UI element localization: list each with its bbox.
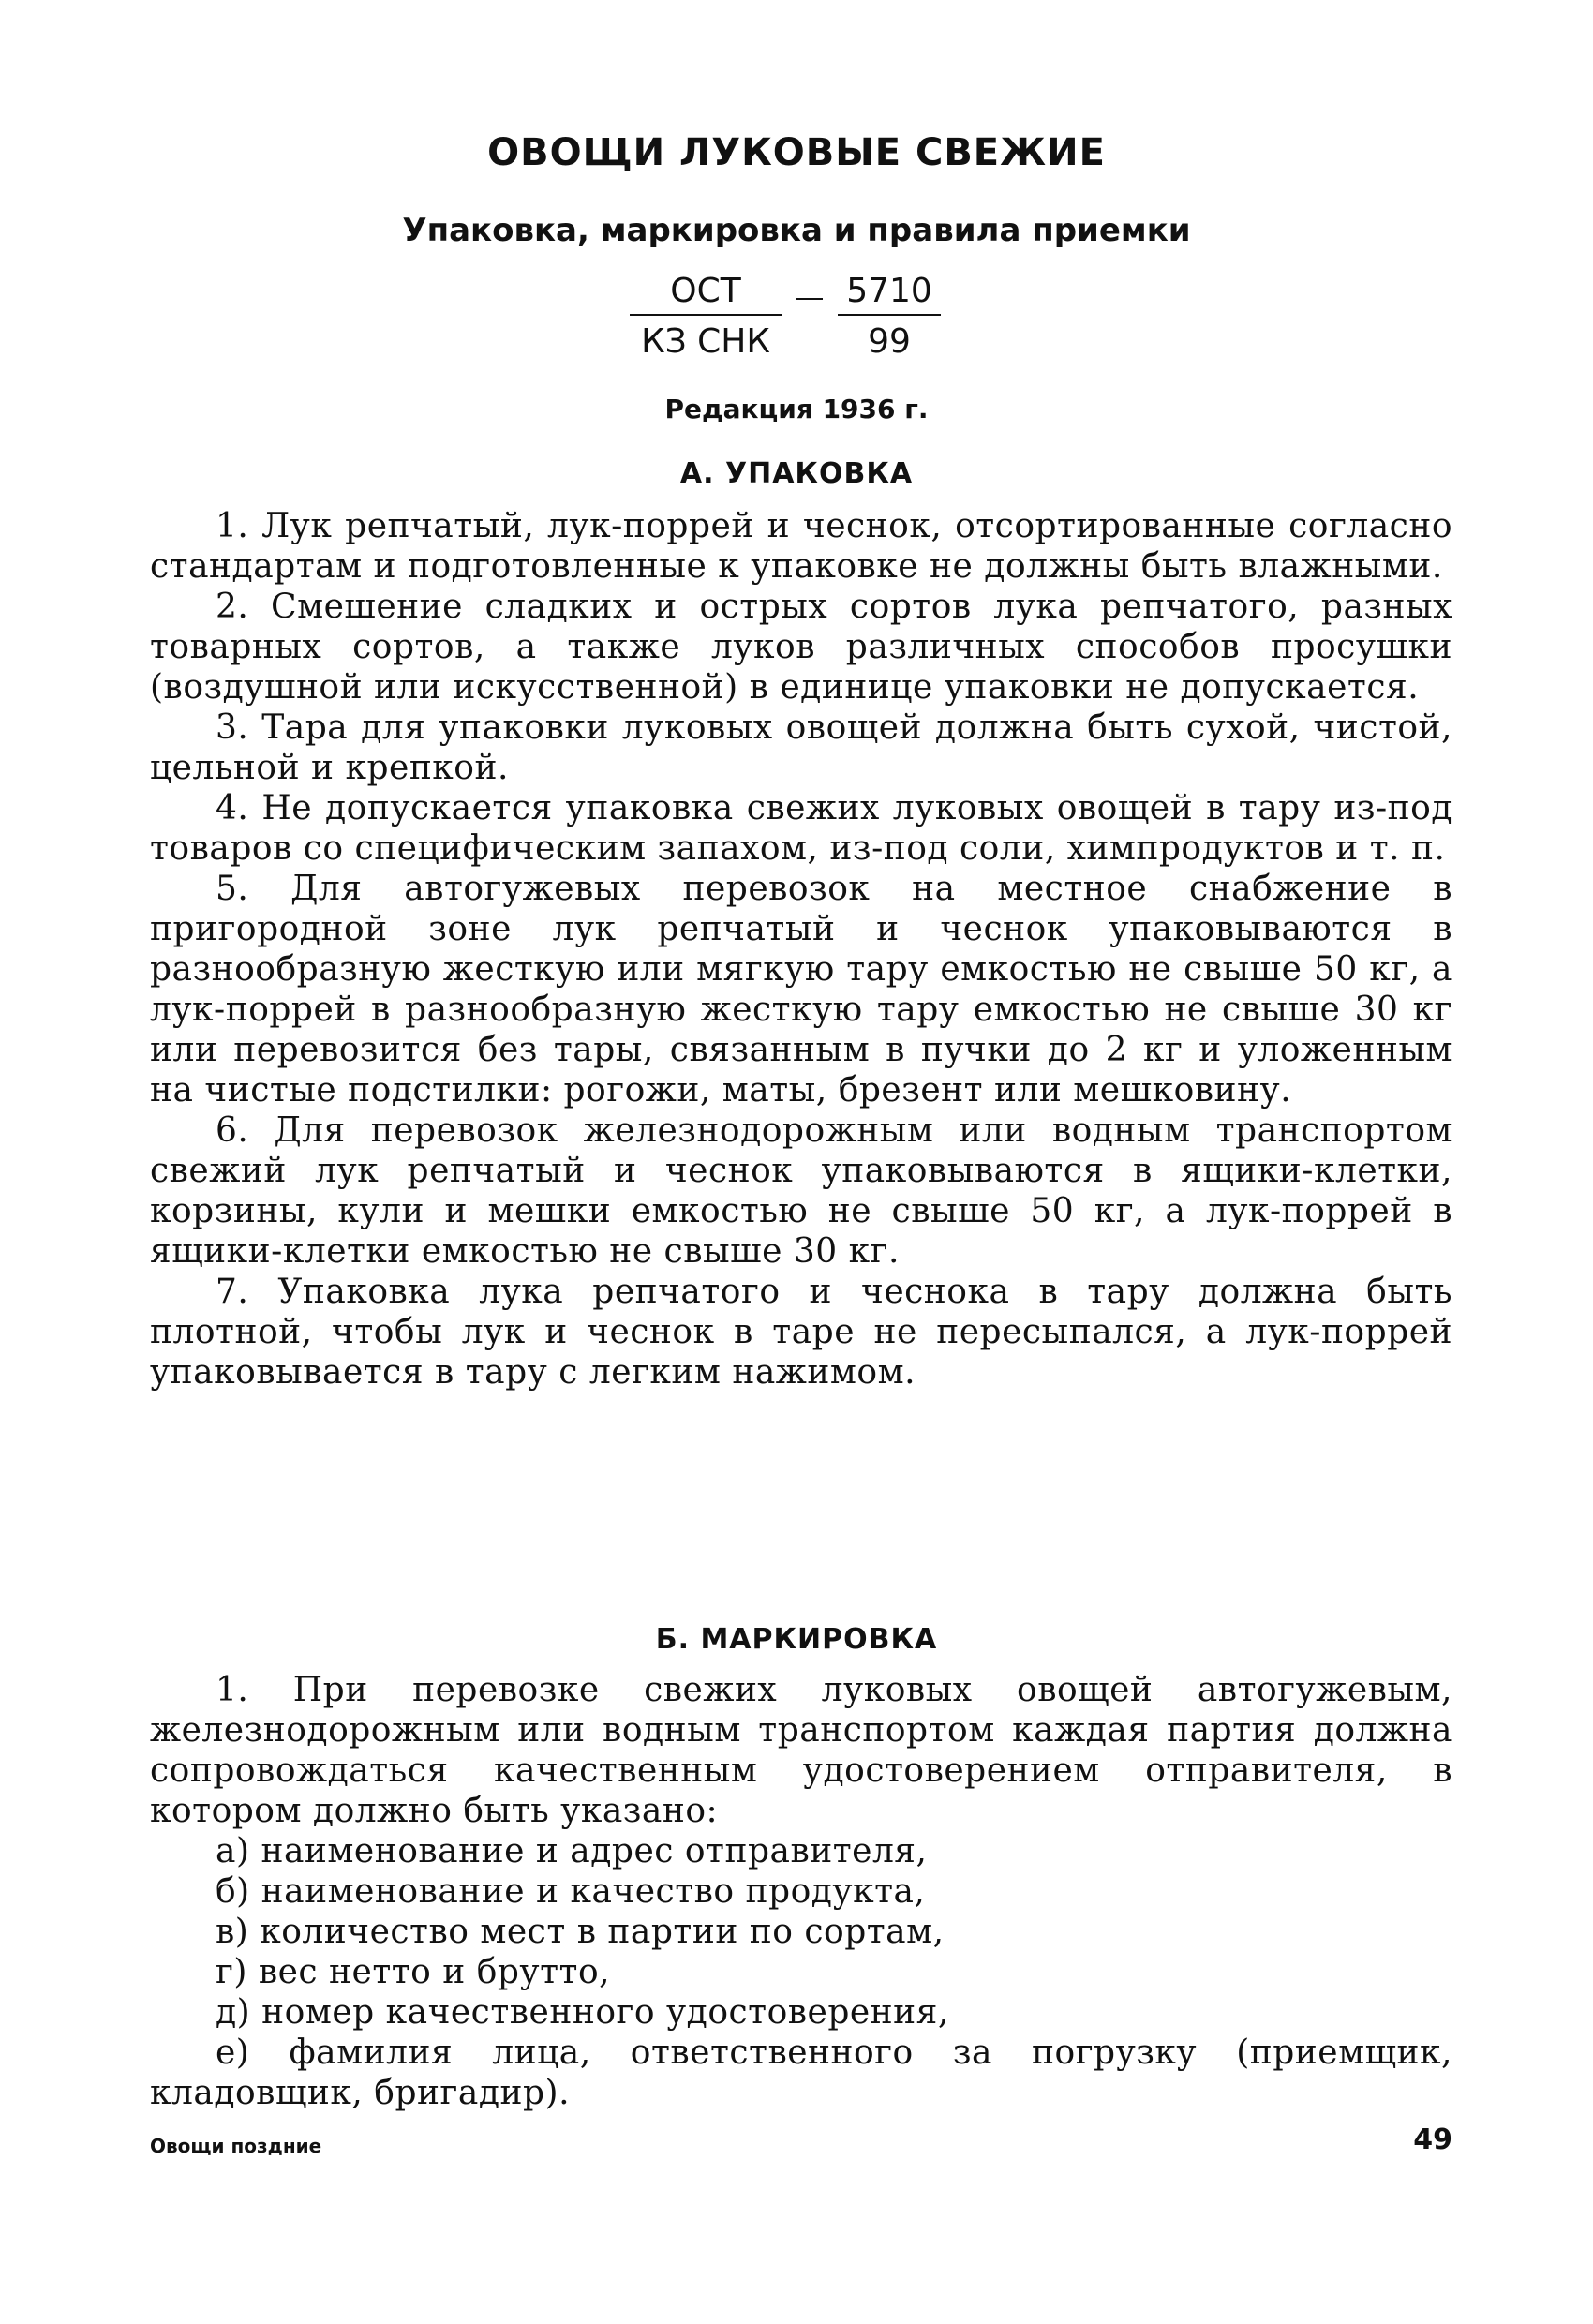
ost-number: 5710: [838, 272, 941, 316]
paragraph: 1. При перевозке свежих луковых овощей автогужевым, железнодорожным или водным транспортом каждая партия должна сопровождаться качественным удостоверением отправителя, в котором должно быть указано:: [150, 1671, 1452, 1830]
section-b-body: [150, 1670, 1452, 2113]
ost-label: ОСТ: [630, 272, 782, 316]
ost-authority: КЗ СНК: [641, 322, 770, 361]
list-item: г) вес нетто и брутто,: [216, 1953, 611, 1991]
section-a-body: [150, 506, 1452, 1393]
list-item: д) номер качественного удостоверения,: [216, 1993, 949, 2032]
footer-running-title: Овощи поздние: [150, 2135, 322, 2157]
paragraph: 5. Для автогужевых перевозок на местное снабжение в пригородной зоне лук репчатый и чеснок упаковываются в разнообразную жесткую или мягкую тару емкостью не свыше 50 кг, а лук-поррей в разнообразную жесткую тару емкостью не свыше 30 кг или перевозится без тары, связанным в пучки до 2 кг и уложенным на чистые подстилки: рогожи, маты, брезент или мешковину.: [150, 870, 1452, 1110]
page-number: 49: [1413, 2123, 1452, 2156]
list-item: а) наименование и адрес отправителя,: [216, 1832, 928, 1870]
list-item: в) количество мест в партии по сортам,: [216, 1913, 945, 1951]
section-b-heading: Б. МАРКИРОВКА: [655, 1623, 938, 1656]
standard-number: [630, 272, 948, 375]
paragraph: 6. Для перевозок железнодорожным или водным транспортом свежий лук репчатый и чеснок упаковываются в ящики-клетки, корзины, кули и мешки емкостью не свыше 50 кг, а лук-поррей в ящики-клетки емкостью не свыше 30 кг.: [150, 1111, 1452, 1271]
paragraph: 2. Смешение сладких и острых сортов лука репчатого, разных товарных сортов, а также луков различных способов просушки (воздушной или искусственной) в единице упаковки не допускается.: [150, 588, 1452, 707]
paragraph: 4. Не допускается упаковка свежих луковых овощей в тару из-под товаров со специфическим запахом, из-под соли, химпродуктов и т. п.: [150, 789, 1452, 868]
section-a-heading: А. УПАКОВКА: [679, 457, 914, 490]
document-title: ОВОЩИ ЛУКОВЫЕ СВЕЖИЕ: [487, 131, 1106, 174]
list-item: е) фамилия лица, ответственного за погрузку (приемщик, кладовщик, бригадир).: [150, 2034, 1452, 2112]
list-item: б) наименование и качество продукта,: [216, 1872, 926, 1911]
ost-sub-number: 99: [868, 322, 911, 361]
paragraph: 1. Лук репчатый, лук-поррей и чеснок, отсортированные согласно стандартам и подготовленные к упаковке не должны быть влажными.: [150, 507, 1452, 586]
paragraph: 3. Тара для упаковки луковых овощей должна быть сухой, чистой, цельной и крепкой.: [150, 708, 1452, 787]
paragraph: 7. Упаковка лука репчатого и чеснока в тару должна быть плотной, чтобы лук и чеснок в таре не пересыпался, а лук-поррей упаковывается в тару с легким нажимом.: [150, 1273, 1452, 1392]
document-subtitle: Упаковка, маркировка и правила приемки: [402, 212, 1191, 249]
ost-dash: [796, 298, 823, 300]
edition-note: Редакция 1936 г.: [664, 394, 929, 425]
